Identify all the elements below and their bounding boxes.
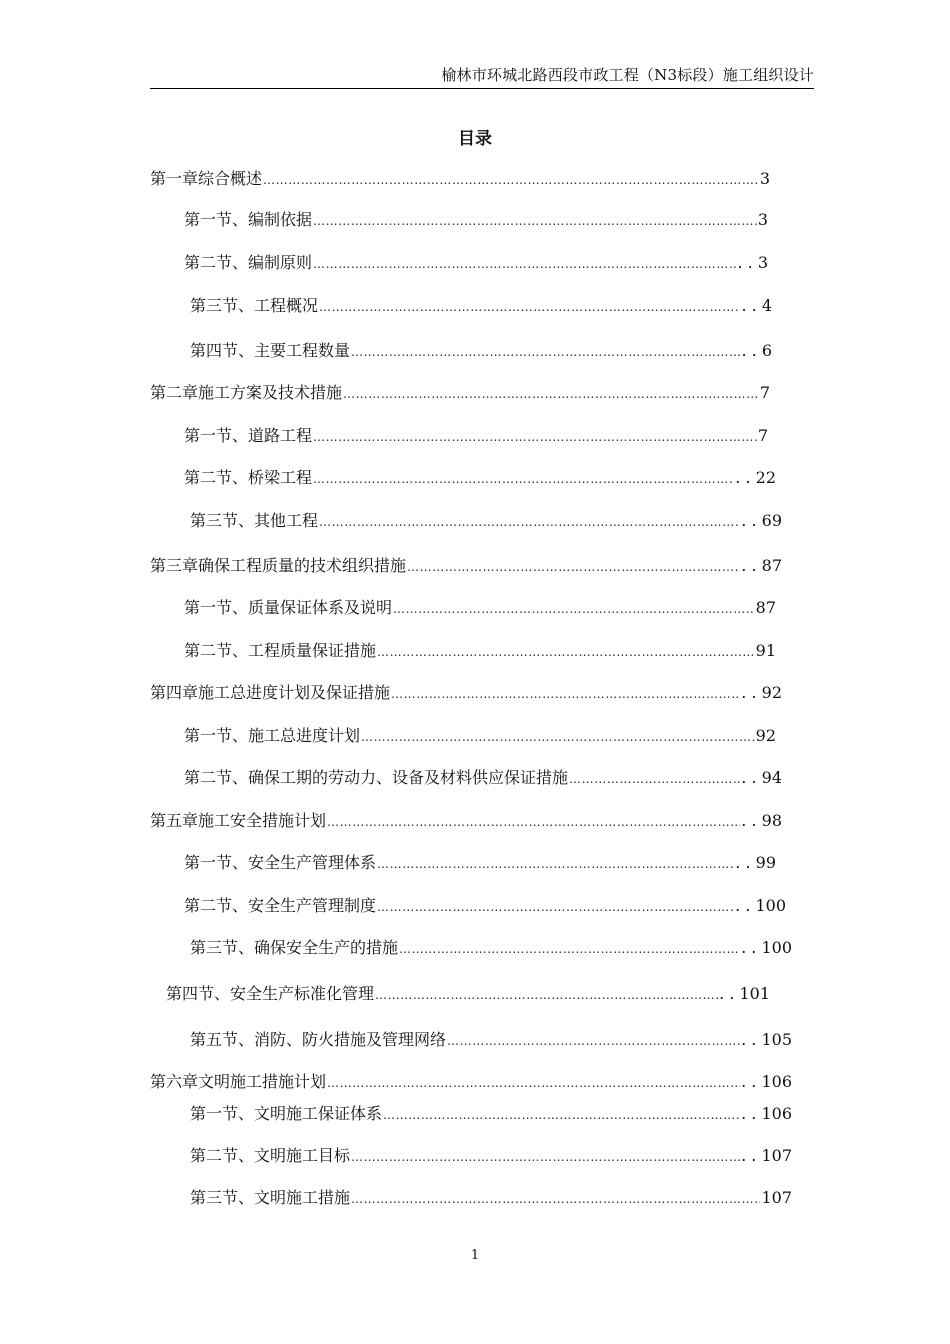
entry-label: 第二节、确保工期的劳动力、设备及材料供应保证措施	[184, 768, 569, 787]
toc-section-5-5[interactable]	[190, 1028, 792, 1052]
dot-leader	[383, 1103, 740, 1127]
dot-leader	[377, 895, 734, 919]
toc-section-1-1[interactable]	[184, 208, 768, 232]
toc-chapter-6[interactable]	[150, 1070, 792, 1094]
entry-page: . . 105	[741, 1030, 792, 1049]
entry-label: 施工总进度计划及保证措施	[198, 683, 391, 702]
entry-label: 综合概述	[198, 169, 263, 188]
entry-page: 7	[759, 383, 770, 402]
entry-label: 第三节、其他工程	[190, 511, 319, 530]
toc-section-1-2[interactable]	[184, 251, 768, 275]
entry-page: . . 100	[735, 896, 786, 915]
entry-page: . . 99	[735, 853, 776, 872]
entry-page: . . 92	[741, 683, 782, 702]
dot-leader	[391, 682, 740, 706]
entry-label: 确保工程质量的技术组织措施	[198, 556, 407, 575]
entry-label: 第四节、主要工程数量	[190, 341, 351, 360]
dot-leader	[319, 295, 740, 319]
entry-label: 文明施工措施计划	[198, 1072, 327, 1091]
entry-label: 第一节、质量保证体系及说明	[184, 598, 393, 617]
toc-section-5-1[interactable]	[184, 851, 776, 875]
entry-page: 107	[761, 1188, 792, 1207]
dot-leader	[407, 555, 740, 579]
entry-label: 第一节、文明施工保证体系	[190, 1104, 383, 1123]
entry-page: . . 69	[741, 511, 782, 530]
toc-section-6-3[interactable]	[190, 1186, 792, 1210]
dot-leader	[313, 467, 734, 491]
entry-page: . . 107	[741, 1146, 792, 1165]
toc-section-3-1[interactable]	[184, 596, 776, 620]
dot-leader	[319, 510, 740, 534]
entry-page: . . 94	[741, 768, 782, 787]
entry-label: 施工方案及技术措施	[198, 383, 343, 402]
dot-leader	[327, 1071, 740, 1095]
dot-leader	[361, 725, 755, 749]
toc-section-2-2[interactable]	[184, 466, 776, 490]
toc-section-1-4[interactable]	[190, 339, 772, 363]
entry-label: 第三节、文明施工措施	[190, 1188, 351, 1207]
page-number: 1	[470, 1248, 480, 1263]
entry-page: . . 98	[741, 811, 782, 830]
entry-page: 3	[757, 210, 768, 229]
dot-leader	[313, 252, 736, 276]
entry-label: 第二节、桥梁工程	[184, 468, 313, 487]
toc-section-2-1[interactable]	[184, 424, 768, 448]
entry-page: . . 3	[737, 253, 768, 272]
toc-section-2-3[interactable]	[190, 509, 782, 533]
entry-label: 第二节、文明施工目标	[190, 1146, 351, 1165]
entry-label: 第一节、安全生产管理体系	[184, 853, 377, 872]
toc-section-4-2[interactable]	[184, 766, 782, 790]
chapter-number: 第五章	[150, 811, 199, 830]
dot-leader	[351, 1187, 760, 1211]
entry-label: 第一节、编制依据	[184, 210, 313, 229]
entry-label: 第二节、安全生产管理制度	[184, 896, 377, 915]
entry-label: 施工安全措施计划	[198, 811, 327, 830]
toc-section-4-1[interactable]	[184, 724, 776, 748]
toc-section-1-3[interactable]	[190, 294, 772, 318]
entry-page: . . 100	[741, 938, 792, 957]
entry-label: 第四节、安全生产标准化管理	[166, 984, 375, 1003]
entry-page: . . 106	[741, 1104, 792, 1123]
dot-leader	[569, 767, 740, 791]
entry-page: 7	[757, 426, 768, 445]
chapter-number: 第六章	[150, 1072, 199, 1091]
toc-chapter-3[interactable]	[150, 554, 782, 578]
dot-leader	[313, 209, 757, 233]
dot-leader	[447, 1029, 740, 1053]
entry-page: 91	[755, 641, 776, 660]
entry-label: 第一节、施工总进度计划	[184, 726, 361, 745]
header-title: 榆林市环城北路西段市政工程（N3标段）施工组织设计	[441, 66, 814, 84]
dot-leader	[377, 852, 734, 876]
entry-page: . . 106	[741, 1072, 792, 1091]
toc-section-3-2[interactable]	[184, 639, 776, 663]
entry-label: 第二节、工程质量保证措施	[184, 641, 377, 660]
toc-chapter-2[interactable]	[150, 381, 770, 405]
dot-leader	[343, 382, 759, 406]
dot-leader	[327, 810, 740, 834]
page-header	[150, 66, 814, 89]
toc-chapter-5[interactable]	[150, 809, 782, 833]
chapter-number: 第一章	[150, 169, 199, 188]
entry-page: 92	[755, 726, 776, 745]
toc-title: 目录	[458, 129, 492, 149]
chapter-number: 第二章	[150, 383, 199, 402]
entry-label: 第三节、工程概况	[190, 296, 319, 315]
toc-section-6-1[interactable]	[190, 1102, 792, 1126]
entry-page: . . 6	[741, 341, 772, 360]
dot-leader	[351, 340, 740, 364]
dot-leader	[351, 1145, 740, 1169]
dot-leader	[399, 937, 740, 961]
dot-leader	[393, 597, 755, 621]
dot-leader	[375, 983, 718, 1007]
entry-page: 3	[759, 169, 770, 188]
toc-section-6-2[interactable]	[190, 1144, 792, 1168]
toc-section-5-3[interactable]	[190, 936, 792, 960]
entry-page: . . 87	[741, 556, 782, 575]
entry-label: 第二节、编制原则	[184, 253, 313, 272]
dot-leader	[377, 640, 755, 664]
entry-page: . . 22	[735, 468, 776, 487]
entry-label: 第三节、确保安全生产的措施	[190, 938, 399, 957]
entry-page: . . 101	[719, 984, 770, 1003]
entry-label: 第五节、消防、防火措施及管理网络	[190, 1030, 447, 1049]
chapter-number: 第三章	[150, 556, 199, 575]
entry-label: 第一节、道路工程	[184, 426, 313, 445]
toc-chapter-1[interactable]	[150, 167, 770, 191]
dot-leader	[263, 168, 759, 192]
dot-leader	[313, 425, 757, 449]
toc-chapter-4[interactable]	[150, 681, 782, 705]
entry-page: . . 4	[741, 296, 772, 315]
chapter-number: 第四章	[150, 683, 199, 702]
entry-page: 87	[755, 598, 776, 617]
toc-section-5-2[interactable]	[184, 894, 786, 918]
toc-section-5-4[interactable]	[166, 982, 770, 1006]
